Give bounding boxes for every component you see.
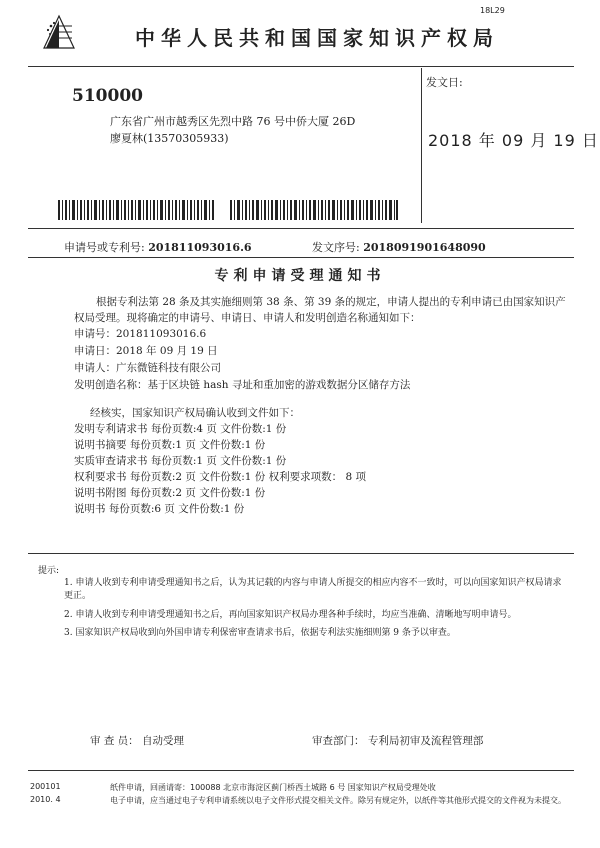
footer-electronic-instructions: 电子申请，应当通过电子专利申请系统以电子文件形式提交相关文件。除另有规定外，以纸件等其他形式提交的文件视为未提交。 — [110, 796, 566, 805]
received-document: 说明书摘要 每份页数:1 页 文件份数:1 份 — [74, 439, 266, 451]
serial-number-line — [312, 239, 486, 255]
barcode-right — [230, 200, 398, 220]
application-number: 201811093016.6 — [148, 241, 252, 254]
received-document: 实质审查请求书 每份页数:1 页 文件份数:1 份 — [74, 455, 287, 467]
footer-divider — [28, 770, 574, 771]
cnipa-logo-icon — [42, 14, 76, 50]
ids-divider — [28, 257, 574, 258]
received-document: 发明专利请求书 每份页数:4 页 文件份数:1 份 — [74, 423, 287, 435]
application-number-label: 申请号或专利号: — [64, 241, 145, 254]
recipient-postcode: 510000 — [72, 86, 143, 106]
document-code: 18L29 — [480, 6, 505, 15]
notes-heading: 提示: — [38, 566, 60, 576]
examiner-label: 审 查 员： — [90, 735, 139, 747]
form-code: 200101 — [30, 782, 61, 791]
form-version: 2010. 4 — [30, 795, 61, 804]
received-intro: 经核实，国家知识产权局确认收到文件如下： — [90, 407, 300, 419]
intro-paragraph: 根据专利法第 28 条及其实施细则第 38 条、第 39 条的规定，申请人提出的专利申请已由国家知识产权局受理。现将确定的申请号、申请日、申请人和发明创造名称通知如下： — [74, 296, 566, 324]
examiner-name: 自动受理 — [142, 735, 185, 747]
recipient-contact: 廖夏林(13570305933) — [110, 132, 229, 145]
received-document: 说明书附图 每份页数:2 页 文件份数:1 份 — [74, 487, 266, 499]
header-divider — [28, 66, 574, 67]
barcode-left — [58, 200, 214, 220]
recipient-address: 广东省广州市越秀区先烈中路 76 号中侨大厦 26D — [110, 115, 356, 128]
issue-date-label: 发文日: — [426, 76, 463, 89]
note-item: 1. 申请人收到专利申请受理通知书之后，认为其记载的内容与申请人所提交的相应内容不一致时，可以向国家知识产权局请求更正。 — [64, 578, 562, 601]
detail-applicant: 申请人：广东微链科技有限公司 — [74, 362, 221, 374]
serial-number: 2018091901648090 — [363, 241, 486, 254]
department-label: 审查部门： — [312, 735, 365, 747]
examiner-line — [90, 733, 184, 748]
department-name: 专利局初审及流程管理部 — [367, 735, 484, 747]
note-item: 2. 申请人收到专利申请受理通知书之后，再向国家知识产权局办理各种手续时，均应当准确、清晰地写明申请号。 — [64, 610, 517, 620]
received-document: 说明书 每份页数:6 页 文件份数:1 份 — [74, 503, 245, 515]
detail-app-date: 申请日：2018 年 09 月 19 日 — [74, 345, 218, 357]
note-item: 3. 国家知识产权局收到向外国申请专利保密审查请求书后，依据专利法实施细则第 9 条予以审查。 — [64, 628, 456, 638]
footer-mail-instructions: 纸件申请，回函请寄：100088 北京市海淀区蓟门桥西土城路 6 号 国家知识产权局受理处收 — [110, 783, 436, 792]
barcode-divider — [28, 228, 574, 229]
application-number-line — [64, 239, 252, 255]
notice-title: 专利申请受理通知书 — [214, 268, 386, 284]
date-box-divider — [421, 68, 422, 223]
received-document: 权利要求书 每份页数:2 页 文件份数:1 份 权利要求项数： 8 项 — [74, 471, 366, 483]
serial-number-label: 发文序号: — [312, 241, 360, 254]
notes-divider — [28, 553, 574, 554]
office-name: 中华人民共和国国家知识产权局 — [135, 26, 499, 50]
department-line — [312, 733, 483, 748]
detail-invention-title: 发明创造名称：基于区块链 hash 寻址和重加密的游戏数据分区储存方法 — [74, 379, 411, 391]
detail-app-number: 申请号：201811093016.6 — [74, 328, 207, 340]
issue-date: 2018 年 09 月 19 日 — [428, 131, 599, 150]
